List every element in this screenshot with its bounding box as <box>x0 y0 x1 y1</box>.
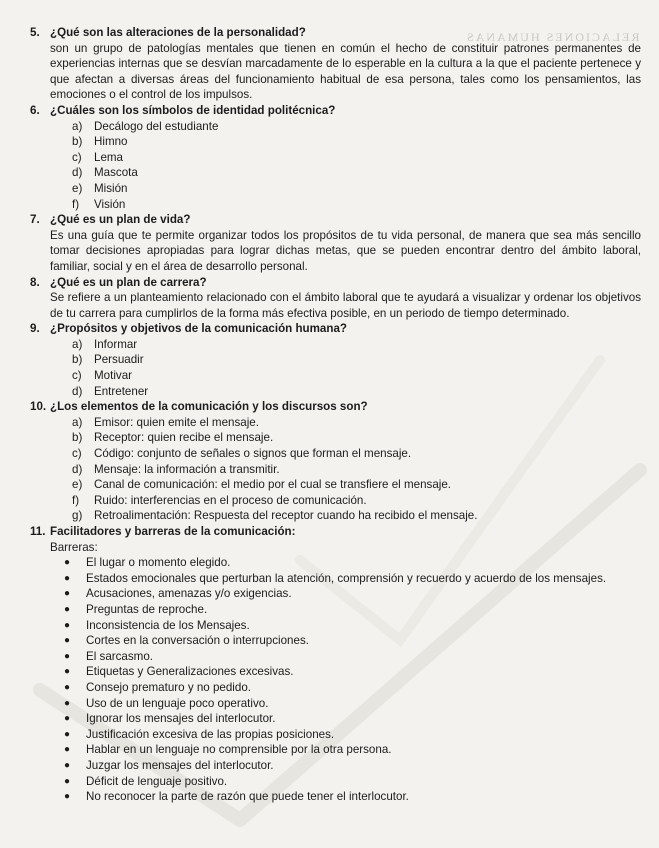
list-item: ● Estados emocionales que perturban la atención, comprensión y recuerdo y acuerdo de los mensajes. <box>64 571 607 585</box>
question-5 <box>30 25 641 103</box>
list-item: e) Canal de comunicación: el medio por el cual se transfiere el mensaje. <box>72 478 452 492</box>
list-item: e) Misión <box>72 181 128 195</box>
list-item: b) Receptor: quien recibe el mensaje. <box>72 431 274 445</box>
bullet-icon: ● <box>64 619 71 631</box>
bullet-icon: ● <box>64 728 71 740</box>
question-6-options <box>30 119 641 213</box>
bullet-icon: ● <box>64 744 71 756</box>
list-item: b) Persuadir <box>72 353 144 367</box>
list-item: c) Código: conjunto de señales o signos que forman el mensaje. <box>72 447 412 461</box>
bullet-icon: ● <box>64 557 71 569</box>
list-item: ● El lugar o momento elegido. <box>64 556 231 570</box>
bullet-icon: ● <box>64 588 71 600</box>
question-6 <box>30 103 641 212</box>
list-item: g) Retroalimentación: Respuesta del receptor cuando ha recibido el mensaje. <box>72 509 478 523</box>
bleed-through-heading: RELACIONES HUMANAS <box>464 30 639 44</box>
question-10-options <box>30 415 641 524</box>
list-item: f) Visión <box>72 197 126 211</box>
list-item: ● Juzgar los mensajes del interlocutor. <box>64 758 274 772</box>
bullet-icon: ● <box>64 759 71 771</box>
list-item: a) Informar <box>72 337 138 351</box>
bullet-icon: ● <box>64 791 71 803</box>
list-item: c) Lema <box>72 150 124 164</box>
question-10-title: 10. ¿Los elementos de la comunicación y los discursos son? <box>30 400 368 414</box>
question-9 <box>30 321 641 399</box>
list-item: ● Acusaciones, amenazas y/o exigencias. <box>64 587 292 601</box>
question-number: 7. <box>30 213 40 227</box>
list-item: b) Himno <box>72 135 128 149</box>
list-item: ● Justificación excesiva de las propias posiciones. <box>64 727 335 741</box>
question-8-answer: Se refiere a un planteamiento relacionado con el ámbito laboral que te ayudará a visualizar y ordenar los objetivos de tu carrera para cumplirlos de la forma más efectiva posible, en un periodo de tiempo determinado. <box>50 291 641 320</box>
list-item: ● Inconsistencia de los Mensajes. <box>64 618 250 632</box>
list-item: ● Cortes en la conversación o interrupciones. <box>64 634 309 648</box>
question-11 <box>30 524 641 805</box>
bullet-icon: ● <box>64 603 71 615</box>
question-9-title: 9. ¿Propósitos y objetivos de la comunicación humana? <box>30 322 347 336</box>
list-item: ● Déficit de lenguaje positivo. <box>64 774 228 788</box>
bullet-icon: ● <box>64 650 71 662</box>
barriers-list <box>30 555 641 805</box>
list-item: ● No reconocer la parte de razón que puede tener el interlocutor. <box>64 790 409 804</box>
bullet-icon: ● <box>64 697 71 709</box>
question-number: 8. <box>30 275 40 289</box>
list-item: ● Hablar en un lenguaje no comprensible por la otra persona. <box>64 743 392 757</box>
list-item: c) Motivar <box>72 369 133 383</box>
list-item: ● Consejo prematuro y no pedido. <box>64 680 251 694</box>
question-5-answer: son un grupo de patologías mentales que tienen en común el hecho de constituir patrones permanentes de experiencias internas que se desvían marcadamente de lo esperable en la cultura a la que el paciente pertenece y que afectan a diversas áreas del funcionamiento habitual de esa persona, tales como los pensamientos, las emociones o el control de los impulsos. <box>50 41 641 102</box>
question-8 <box>30 275 641 322</box>
question-7-title: 7. ¿Qué es un plan de vida? <box>30 213 191 227</box>
barriers-label: Barreras: <box>50 540 98 554</box>
list-item: ● Preguntas de reproche. <box>64 602 208 616</box>
question-number: 10. <box>30 400 47 414</box>
list-item: d) Mensaje: la información a transmitir. <box>72 462 280 476</box>
question-7-answer: Es una guía que te permite organizar todos los propósitos de tu vida personal, de manera que sea más sencillo tomar decisiones apropiadas para lograr dichas metas, que se pueden encontrar dentro del ámbito laboral, familiar, social y en el área de desarrollo personal. <box>50 228 641 273</box>
question-number: 6. <box>30 103 40 117</box>
bullet-icon: ● <box>64 713 71 725</box>
list-item: d) Mascota <box>72 166 138 180</box>
question-number: 5. <box>30 26 40 39</box>
list-item: a) Decálogo del estudiante <box>72 119 219 133</box>
list-item: ● Etiquetas y Generalizaciones excesivas. <box>64 665 294 679</box>
bullet-icon: ● <box>64 681 71 693</box>
list-item: ● El sarcasmo. <box>64 649 154 663</box>
list-item: ● Uso de un lenguaje poco operativo. <box>64 696 269 710</box>
list-item: d) Entretener <box>72 384 149 398</box>
question-7 <box>30 212 641 274</box>
list-item: f) Ruido: interferencias en el proceso de comunicación. <box>72 493 367 507</box>
question-number: 9. <box>30 322 40 336</box>
bullet-icon: ● <box>64 666 71 678</box>
question-10 <box>30 399 641 524</box>
bullet-icon: ● <box>64 635 71 647</box>
list-item: ● Ignorar los mensajes del interlocutor. <box>64 712 276 726</box>
question-5-title: 5. ¿Qué son las alteraciones de la personalidad? <box>30 26 306 39</box>
question-6-title: 6. ¿Cuáles son los símbolos de identidad politécnica? <box>30 103 336 117</box>
bullet-icon: ● <box>64 572 71 584</box>
bullet-icon: ● <box>64 775 71 787</box>
question-8-title: 8. ¿Qué es un plan de carrera? <box>30 275 207 289</box>
list-item: a) Emisor: quien emite el mensaje. <box>72 415 259 429</box>
question-11-title: 11. Facilitadores y barreras de la comunicación: <box>30 525 296 538</box>
question-9-options <box>30 337 641 399</box>
question-number: 11. <box>30 525 46 538</box>
